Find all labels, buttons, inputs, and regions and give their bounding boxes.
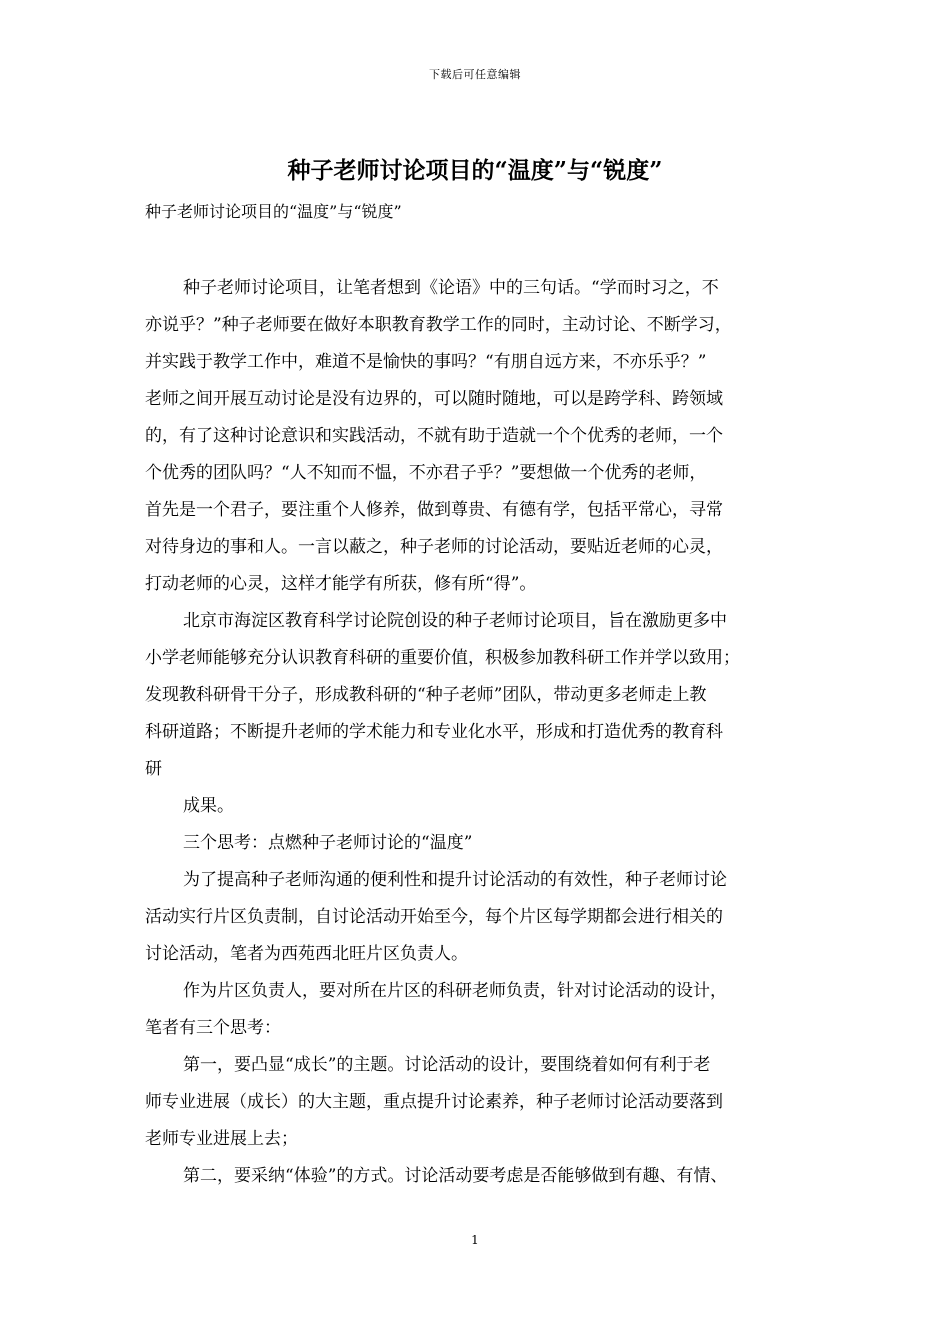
- body-paragraph: [145, 973, 810, 1047]
- body-paragraph: [145, 1047, 810, 1158]
- body-paragraph: [145, 788, 810, 825]
- paragraph-line: 北京市海淀区教育科学讨论院创设的种子老师讨论项目，旨在激励更多中: [183, 611, 727, 631]
- paragraph-line: 老师之间开展互动讨论是没有边界的，可以随时随地，可以是跨学科、跨领域: [145, 389, 723, 409]
- paragraph-line: 打动老师的心灵，这样才能学有所获，修有所“得”。: [145, 574, 537, 594]
- paragraph-line: 成果。: [183, 796, 234, 816]
- paragraph-line: 笔者有三个思考：: [145, 1018, 281, 1038]
- paragraph-line: 对待身边的事和人。一言以蔽之，种子老师的讨论活动，要贴近老师的心灵，: [145, 537, 723, 557]
- paragraph-line: 研: [145, 759, 162, 779]
- paragraph-line: 首先是一个君子，要注重个人修养，做到尊贵、有德有学，包括平常心，寻常: [145, 500, 723, 520]
- paragraph-line: 作为片区负责人，要对所在片区的科研老师负责，针对讨论活动的设计，: [183, 981, 727, 1001]
- paragraph-line: 讨论活动，笔者为西苑西北旺片区负责人。: [145, 944, 468, 964]
- document-title: 种子老师讨论项目的“温度”与“锐度”: [287, 157, 663, 184]
- body-paragraph: [145, 603, 810, 788]
- paragraph-line: 活动实行片区负责制，自讨论活动开始至今，每个片区每学期都会进行相关的: [145, 907, 723, 927]
- paragraph-line: 师专业进展（成长）的大主题，重点提升讨论素养，种子老师讨论活动要落到: [145, 1092, 723, 1112]
- paragraph-line: 老师专业进展上去；: [145, 1129, 298, 1149]
- document-subtitle: 种子老师讨论项目的“温度”与“锐度”: [145, 202, 402, 221]
- body-paragraph: [145, 1158, 810, 1195]
- paragraph-line: 种子老师讨论项目，让笔者想到《论语》中的三句话。“学而时习之，不: [183, 278, 719, 298]
- paragraph-line: 个优秀的团队吗？“人不知而不愠，不亦君子乎？”要想做一个优秀的老师，: [145, 463, 707, 483]
- paragraph-line: 的，有了这种讨论意识和实践活动，不就有助于造就一个个优秀的老师，一个: [145, 426, 723, 446]
- body-paragraph: [145, 270, 810, 603]
- body-paragraph: [145, 825, 810, 862]
- paragraph-line: 小学老师能够充分认识教育科研的重要价值，积极参加教科研工作并学以致用；: [145, 648, 740, 668]
- paragraph-line: 第一，要凸显“成长”的主题。讨论活动的设计，要围绕着如何有利于老: [183, 1055, 711, 1075]
- paragraph-line: 第二，要采纳“体验”的方式。讨论活动要考虑是否能够做到有趣、有情、: [183, 1166, 728, 1186]
- page-number: 1: [471, 1233, 479, 1247]
- paragraph-line: 为了提高种子老师沟通的便利性和提升讨论活动的有效性，种子老师讨论: [183, 870, 727, 890]
- paragraph-line: 发现教科研骨干分子，形成教科研的“种子老师”团队，带动更多老师走上教: [145, 685, 707, 705]
- body-paragraph: [145, 862, 810, 973]
- document-body: [145, 270, 810, 1195]
- paragraph-line: 并实践于教学工作中，难道不是愉快的事吗？“有朋自远方来，不亦乐乎？”: [145, 352, 707, 372]
- paragraph-line: 三个思考：点燃种子老师讨论的“温度”: [183, 833, 473, 853]
- paragraph-line: 科研道路；不断提升老师的学术能力和专业化水平，形成和打造优秀的教育科: [145, 722, 723, 742]
- paragraph-line: 亦说乎？”种子老师要在做好本职教育教学工作的同时，主动讨论、不断学习，: [145, 315, 732, 335]
- page-header-note: 下载后可任意编辑: [429, 68, 521, 81]
